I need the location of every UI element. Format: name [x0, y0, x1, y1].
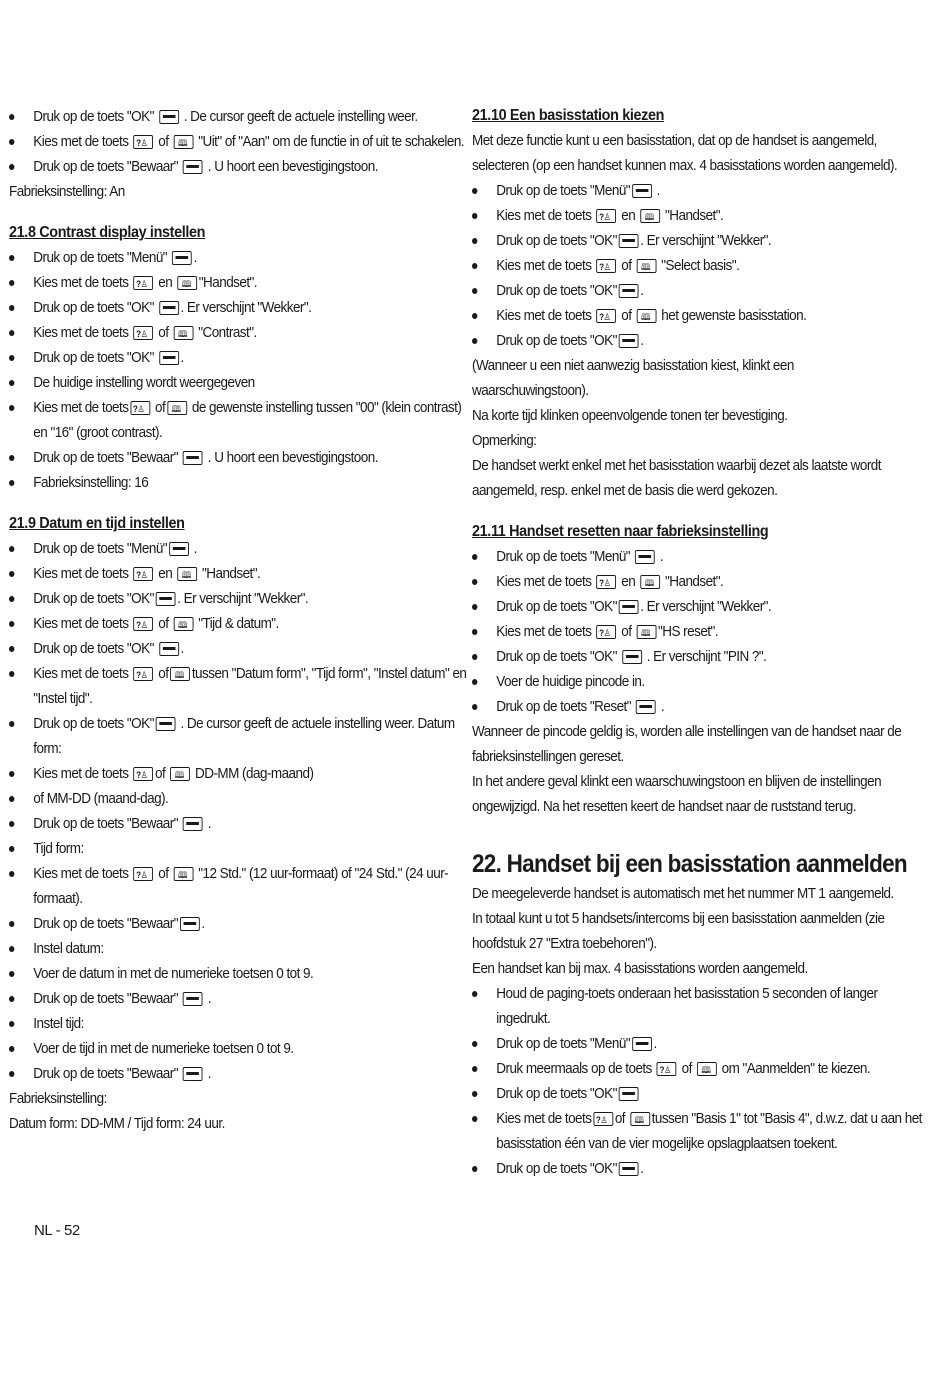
- softkey-icon: [183, 160, 203, 174]
- text-run: . De cursor geeft de actuele instelling weer. Datum form:: [33, 715, 455, 757]
- text-run: .: [193, 249, 197, 266]
- softkey-icon: [619, 600, 639, 614]
- text-run: het gewenste basisstation.: [658, 307, 807, 324]
- text-run: Datum form: DD-MM / Tijd form: 24 uur.: [9, 1115, 225, 1132]
- softkey-icon: [636, 700, 656, 714]
- list-item: [9, 154, 469, 179]
- list-item: [9, 470, 469, 495]
- text-run: De huidige instelling wordt weergegeven: [33, 374, 255, 391]
- right-column: [472, 104, 922, 1181]
- text-run: 21.8 Contrast display instellen: [9, 224, 206, 241]
- text-run: Druk op de toets "Bewaar": [33, 815, 182, 832]
- text-run: .: [204, 1065, 212, 1082]
- text-run: Druk op de toets "OK": [33, 108, 158, 125]
- text-run: of MM-DD (maand-dag).: [33, 790, 169, 807]
- list-item: [472, 1056, 932, 1081]
- list-item: [9, 786, 469, 811]
- text-run: Voer de tijd in met de numerieke toetsen 0 tot 9.: [33, 1040, 294, 1057]
- text-run: Kies met de toets: [33, 399, 129, 416]
- softkey-icon: [632, 1037, 652, 1051]
- paragraph: [472, 769, 908, 819]
- text-run: "Uit" of "Aan" om de functie in of uit te schakelen.: [195, 133, 465, 150]
- list-item: [9, 636, 469, 661]
- text-run: of: [155, 865, 172, 882]
- paragraph: [472, 403, 908, 428]
- list-item: [9, 295, 469, 320]
- paragraph: [472, 453, 908, 503]
- text-run: de gewenste instelling tussen "00" (klein contrast) en "16" (groot contrast).: [33, 399, 462, 441]
- phonebook-key-icon: [170, 767, 190, 781]
- list-item: [472, 228, 932, 253]
- list-item: [472, 694, 932, 719]
- text-run: .: [180, 640, 184, 657]
- text-run: Druk op de toets "Menü": [496, 182, 631, 199]
- list-item: [9, 986, 469, 1011]
- text-run: Een handset kan bij max. 4 basisstations worden aangemeld.: [472, 960, 808, 977]
- list-item: [472, 669, 932, 694]
- up-key-icon: [133, 326, 153, 340]
- text-run: Kies met de toets: [496, 1110, 592, 1127]
- text-run: Druk op de toets "Bewaar": [33, 449, 182, 466]
- text-run: In het andere geval klinkt een waarschuwingstoon en blijven de instellingen ongewijzigd. Na het resetten keert de handset naar de ruststand terug.: [472, 773, 882, 815]
- list-item: [9, 861, 469, 911]
- up-key-icon: [596, 309, 616, 323]
- text-run: en: [618, 207, 639, 224]
- text-run: Kies met de toets: [496, 623, 595, 640]
- text-run: en: [618, 573, 639, 590]
- text-run: .: [653, 1035, 657, 1052]
- text-run: "Select basis".: [658, 257, 740, 274]
- text-run: (Wanneer u een niet aanwezig basisstation kiest, klinkt een waarschuwingstoon).: [472, 357, 794, 399]
- text-run: Druk op de toets "OK": [496, 232, 617, 249]
- paragraph: [9, 1111, 445, 1136]
- text-run: . De cursor geeft de actuele instelling weer.: [180, 108, 418, 125]
- paragraph: [472, 906, 908, 956]
- text-run: . Er verschijnt "Wekker".: [177, 590, 309, 607]
- text-run: .: [656, 548, 664, 565]
- list-item: [472, 644, 932, 669]
- up-key-icon: [133, 767, 153, 781]
- up-key-icon: [133, 276, 153, 290]
- list-item: [9, 586, 469, 611]
- softkey-icon: [183, 992, 203, 1006]
- softkey-icon: [619, 234, 639, 248]
- up-key-icon: [593, 1112, 613, 1126]
- text-run: Voer de datum in met de numerieke toetsen 0 tot 9.: [33, 965, 314, 982]
- list-item: [9, 836, 469, 861]
- text-run: tussen "Datum form", "Tijd form", "Instel datum" en "Instel tijd".: [33, 665, 467, 707]
- text-run: Druk op de toets "Menü": [33, 249, 171, 266]
- text-run: Houd de paging-toets onderaan het basisstation 5 seconden of langer ingedrukt.: [496, 985, 878, 1027]
- text-run: .: [204, 815, 212, 832]
- text-run: In totaal kunt u tot 5 handsets/intercoms bij een basisstation aanmelden (zie hoofdstuk 27 "Extra toebehoren").: [472, 910, 885, 952]
- list-item: [472, 1156, 932, 1181]
- list-item: [472, 594, 932, 619]
- text-run: of: [155, 133, 172, 150]
- list-item: [9, 761, 469, 786]
- text-run: om "Aanmelden" te kiezen.: [718, 1060, 871, 1077]
- softkey-icon: [159, 110, 179, 124]
- text-run: Instel tijd:: [33, 1015, 84, 1032]
- list-item: [9, 661, 469, 711]
- list-item: [472, 178, 932, 203]
- text-run: Druk op de toets "OK": [33, 299, 158, 316]
- softkey-icon: [632, 184, 652, 198]
- list-item: [9, 1061, 469, 1086]
- text-run: of: [155, 665, 169, 682]
- text-run: of: [618, 257, 635, 274]
- phonebook-key-icon: [167, 401, 187, 415]
- text-run: .: [640, 282, 644, 299]
- paragraph: [472, 353, 908, 403]
- list-item: [9, 104, 469, 129]
- up-key-icon: [596, 575, 616, 589]
- text-run: Druk op de toets "OK": [496, 1160, 617, 1177]
- text-run: 22. Handset bij een basisstation aanmelden: [472, 850, 907, 878]
- text-run: en: [155, 565, 176, 582]
- list-item: [472, 303, 932, 328]
- text-run: of: [155, 615, 172, 632]
- text-run: tussen "Basis 1" tot "Basis 4", d.w.z. dat u aan het basisstation één van de vier mogelijke opslagplaatsen toekent.: [496, 1110, 922, 1152]
- text-run: of: [678, 1060, 696, 1077]
- text-run: .: [640, 1160, 644, 1177]
- text-run: Druk op de toets "OK": [496, 1085, 617, 1102]
- text-run: en: [155, 274, 176, 291]
- text-run: Druk op de toets "OK": [496, 282, 617, 299]
- list-item: [472, 1106, 932, 1156]
- text-run: Druk op de toets "OK": [33, 640, 158, 657]
- text-run: Opmerking:: [472, 432, 537, 449]
- text-run: .: [180, 349, 184, 366]
- text-run: Met deze functie kunt u een basisstation, dat op de handset is aangemeld, selecteren (op een handset kunnen max. 4 basisstations worden aangemeld).: [472, 132, 898, 174]
- text-run: Druk meermaals op de toets: [496, 1060, 656, 1077]
- text-run: .: [653, 182, 660, 199]
- softkey-icon: [635, 550, 655, 564]
- list-item: [472, 203, 932, 228]
- list-item: [9, 561, 469, 586]
- text-run: . Er verschijnt "Wekker".: [640, 598, 772, 615]
- phonebook-key-icon: [173, 135, 193, 149]
- phonebook-key-icon: [173, 867, 193, 881]
- text-run: "Handset".: [661, 573, 724, 590]
- list-item: [9, 370, 469, 395]
- page-number: NL - 52: [34, 1222, 80, 1239]
- text-run: Kies met de toets: [33, 324, 132, 341]
- list-item: [9, 961, 469, 986]
- softkey-icon: [619, 284, 639, 298]
- text-run: Druk op de toets "Menü": [496, 1035, 631, 1052]
- paragraph: [472, 719, 908, 769]
- phonebook-key-icon: [697, 1062, 717, 1076]
- softkey-icon: [159, 642, 179, 656]
- text-run: Druk op de toets "Bewaar": [33, 158, 182, 175]
- text-run: Kies met de toets: [496, 573, 595, 590]
- text-run: Kies met de toets: [496, 207, 595, 224]
- text-run: 21.9 Datum en tijd instellen: [9, 515, 185, 532]
- phonebook-key-icon: [173, 326, 193, 340]
- softkey-icon: [619, 1087, 639, 1101]
- text-run: .: [201, 915, 205, 932]
- text-run: Voer de huidige pincode in.: [496, 673, 645, 690]
- list-item: [472, 328, 932, 353]
- softkey-icon: [619, 1162, 639, 1176]
- text-run: Druk op de toets "OK": [33, 715, 154, 732]
- softkey-icon: [159, 351, 179, 365]
- list-item: [9, 270, 469, 295]
- chapter-heading: [472, 847, 908, 881]
- text-run: Fabrieksinstelling: 16: [33, 474, 149, 491]
- section-heading: [9, 221, 401, 245]
- text-run: Fabrieksinstelling:: [9, 1090, 107, 1107]
- list-item: [472, 544, 932, 569]
- up-key-icon: [133, 867, 153, 881]
- phonebook-key-icon: [636, 259, 656, 273]
- text-run: . Er verschijnt "PIN ?".: [643, 648, 767, 665]
- up-key-icon: [133, 617, 153, 631]
- text-run: "Contrast".: [195, 324, 257, 341]
- section-heading: [472, 520, 864, 544]
- softkey-icon: [183, 1067, 203, 1081]
- text-run: Instel datum:: [33, 940, 104, 957]
- list-item: [9, 936, 469, 961]
- text-run: Kies met de toets: [33, 665, 132, 682]
- up-key-icon: [133, 667, 153, 681]
- softkey-icon: [183, 817, 203, 831]
- list-item: [9, 1036, 469, 1061]
- list-item: [472, 1031, 932, 1056]
- list-item: [9, 395, 469, 445]
- text-run: of: [155, 765, 169, 782]
- softkey-icon: [156, 717, 176, 731]
- text-run: Druk op de toets "Menü": [496, 548, 634, 565]
- text-run: .: [640, 332, 644, 349]
- phonebook-key-icon: [636, 625, 656, 639]
- softkey-icon: [156, 592, 176, 606]
- softkey-icon: [622, 650, 642, 664]
- left-column: [9, 104, 467, 1136]
- paragraph: [472, 428, 908, 453]
- list-item: [9, 320, 469, 345]
- text-run: Druk op de toets "OK": [33, 349, 158, 366]
- text-run: Na korte tijd klinken opeenvolgende tonen ter bevestiging.: [472, 407, 788, 424]
- paragraph: [472, 956, 908, 981]
- text-run: Druk op de toets "Reset": [496, 698, 635, 715]
- text-run: Druk op de toets "OK": [496, 598, 617, 615]
- text-run: "Handset".: [198, 274, 258, 291]
- phonebook-key-icon: [640, 575, 660, 589]
- list-item: [9, 811, 469, 836]
- list-item: [9, 245, 469, 270]
- phonebook-key-icon: [177, 567, 197, 581]
- list-item: [472, 253, 932, 278]
- text-run: "12 Std." (12 uur-formaat) of "24 Std." (24 uur-formaat).: [33, 865, 449, 907]
- text-run: Druk op de toets "Bewaar": [33, 1065, 182, 1082]
- softkey-icon: [169, 542, 189, 556]
- text-run: . U hoort een bevestigingstoon.: [204, 158, 378, 175]
- up-key-icon: [130, 401, 150, 415]
- list-item: [472, 1081, 932, 1106]
- list-item: [472, 619, 932, 644]
- text-run: Druk op de toets "OK": [33, 590, 154, 607]
- phonebook-key-icon: [636, 309, 656, 323]
- text-run: .: [657, 698, 665, 715]
- text-run: Kies met de toets: [33, 274, 132, 291]
- paragraph: [472, 128, 908, 178]
- up-key-icon: [596, 625, 616, 639]
- list-item: [9, 1011, 469, 1036]
- text-run: Druk op de toets "Bewaar": [33, 990, 182, 1007]
- text-run: 21.11 Handset resetten naar fabrieksinstelling: [472, 523, 769, 540]
- phonebook-key-icon: [170, 667, 190, 681]
- text-run: "Handset".: [661, 207, 724, 224]
- text-run: Kies met de toets: [33, 565, 132, 582]
- text-run: Kies met de toets: [33, 133, 132, 150]
- softkey-icon: [172, 251, 192, 265]
- list-item: [9, 911, 469, 936]
- softkey-icon: [180, 917, 200, 931]
- text-run: Kies met de toets: [496, 307, 595, 324]
- list-item: [9, 129, 469, 154]
- text-run: Wanneer de pincode geldig is, worden alle instellingen van de handset naar de fabrieksinstellingen gereset.: [472, 723, 902, 765]
- paragraph: [9, 179, 445, 204]
- text-run: . Er verschijnt "Wekker".: [180, 299, 312, 316]
- text-run: Druk op de toets "OK": [496, 648, 621, 665]
- text-run: of: [614, 1110, 629, 1127]
- softkey-icon: [159, 301, 179, 315]
- text-run: Kies met de toets: [33, 865, 132, 882]
- text-run: of: [151, 399, 166, 416]
- text-run: Kies met de toets: [33, 615, 132, 632]
- text-run: of: [618, 623, 635, 640]
- text-run: Tijd form:: [33, 840, 84, 857]
- text-run: Druk op de toets "Menü": [33, 540, 168, 557]
- text-run: Druk op de toets "OK": [496, 332, 617, 349]
- text-run: Fabrieksinstelling: An: [9, 183, 125, 200]
- list-item: [472, 569, 932, 594]
- up-key-icon: [657, 1062, 677, 1076]
- text-run: . U hoort een bevestigingstoon.: [204, 449, 378, 466]
- text-run: of: [155, 324, 172, 341]
- up-key-icon: [133, 567, 153, 581]
- phonebook-key-icon: [640, 209, 660, 223]
- softkey-icon: [619, 334, 639, 348]
- list-item: [9, 711, 469, 761]
- list-item: [9, 445, 469, 470]
- phonebook-key-icon: [173, 617, 193, 631]
- text-run: Kies met de toets: [33, 765, 132, 782]
- text-run: "Tijd & datum".: [195, 615, 279, 632]
- text-run: Druk op de toets "Bewaar": [33, 915, 178, 932]
- text-run: De meegeleverde handset is automatisch met het nummer MT 1 aangemeld.: [472, 885, 894, 902]
- text-run: .: [190, 540, 197, 557]
- softkey-icon: [183, 451, 203, 465]
- text-run: of: [618, 307, 635, 324]
- text-run: "HS reset".: [658, 623, 718, 640]
- list-item: [472, 981, 932, 1031]
- up-key-icon: [133, 135, 153, 149]
- text-run: . Er verschijnt "Wekker".: [640, 232, 772, 249]
- section-heading: [472, 104, 864, 128]
- list-item: [9, 345, 469, 370]
- paragraph: [472, 881, 908, 906]
- text-run: De handset werkt enkel met het basisstation waarbij dezet als laatste wordt aangemeld, resp. enkel met de basis die werd gekozen.: [472, 457, 881, 499]
- text-run: DD-MM (dag-maand): [191, 765, 314, 782]
- list-item: [9, 536, 469, 561]
- list-item: [9, 611, 469, 636]
- phonebook-key-icon: [177, 276, 197, 290]
- up-key-icon: [596, 209, 616, 223]
- paragraph: [9, 1086, 445, 1111]
- section-heading: [9, 512, 401, 536]
- list-item: [472, 278, 932, 303]
- text-run: Kies met de toets: [496, 257, 595, 274]
- text-run: .: [204, 990, 212, 1007]
- up-key-icon: [596, 259, 616, 273]
- text-run: 21.10 Een basisstation kiezen: [472, 107, 665, 124]
- text-run: "Handset".: [198, 565, 261, 582]
- phonebook-key-icon: [630, 1112, 650, 1126]
